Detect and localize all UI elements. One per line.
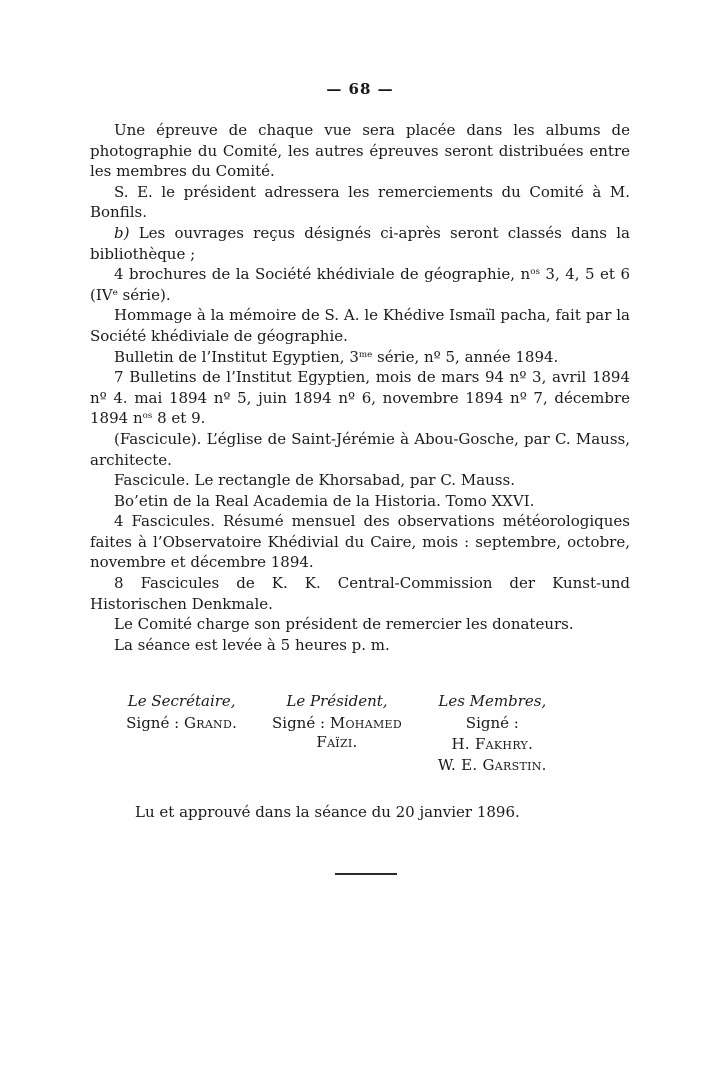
member-name-2: W. E. Garstin. <box>437 756 547 775</box>
paragraph: b) Les ouvrages reçus désignés ci-après seront classés dans la bibliothèque ; <box>90 223 630 263</box>
paragraph: La séance est levée à 5 heures p. m. <box>114 635 390 654</box>
signed-label: Signé : <box>465 714 519 733</box>
paragraph: 4 Fascicules. Résumé mensuel des observations météorologiques faites à l’Observatoire Khédivial du Caire, mois : septembre, octobre, novembre et décembre 1894. <box>90 512 630 572</box>
signature-secretary <box>104 691 259 775</box>
paragraph: Bulletin de l’Institut Egyptien, $3^{me}$ série, nº 5, année 1894. <box>114 347 559 366</box>
signature-role-members: Les Membres, <box>438 692 547 711</box>
member-name-1: H. Fakhry. <box>451 735 534 754</box>
paragraph: 4 brochures de la Société khédiviale de géographie, $n^{os}$ 3, 4, 5 et 6 (IVe série). <box>90 265 630 304</box>
signed-label: Signé : <box>126 714 180 733</box>
paragraph: 7 Bulletins de l’Institut Egyptien, mois de mars 94 nº 3, avril 1894 nº 4. mai 1894 nº 5, juin 1894 nº 6, novembre 1894 nº 7, décembre 1894 $n^{os}$ 8 et 9. <box>90 368 630 428</box>
paragraph: (Fascicule). L’église de Saint-Jérémie à Abou-Gosche, par C. Mauss, architecte. <box>90 429 630 469</box>
paragraph: S. E. le président adressera les remerciements du Comité à M. Bonfils. <box>90 182 630 222</box>
signature-role-secretary: Le Secrétaire, <box>127 692 236 711</box>
secretary-name: Grand. <box>183 714 238 733</box>
paragraph: Hommage à la mémoire de S. A. le Khédive Ismaïl pacha, fait par la Société khédiviale de géographie. <box>90 306 630 345</box>
paragraph: 8 Fascicules de K. K. Central-Commission der Kunst-und Historischen Denkmale. <box>90 574 630 613</box>
paragraph: Fascicule. Le rectangle de Khorsabad, par C. Mauss. <box>114 471 515 490</box>
signature-members <box>415 691 570 775</box>
signature-president-line <box>259 712 414 752</box>
body-text <box>90 120 630 655</box>
signature-secretary-line <box>104 712 259 733</box>
paragraph: Une épreuve de chaque vue sera placée dans les albums de photographie du Comité, les autres épreuves seront distribuées entre les membres du Comité. <box>90 121 630 181</box>
signature-president <box>259 691 414 775</box>
paragraph: Bo’etin de la Real Academia de la Historia. Tomo XXVI. <box>114 491 535 510</box>
signed-label: Signé : <box>272 714 326 733</box>
signature-role-president: Le Président, <box>286 692 388 711</box>
paragraph: Le Comité charge son président de remercier les donateurs. <box>114 615 574 634</box>
page-number: — 68 — <box>326 80 394 98</box>
president-name: Mohamed Faïzi. <box>316 714 402 752</box>
signature-block <box>104 691 570 775</box>
approval-line: Lu et approuvé dans la séance du 20 janvier 1896. <box>135 803 520 822</box>
separator-rule <box>335 873 397 875</box>
